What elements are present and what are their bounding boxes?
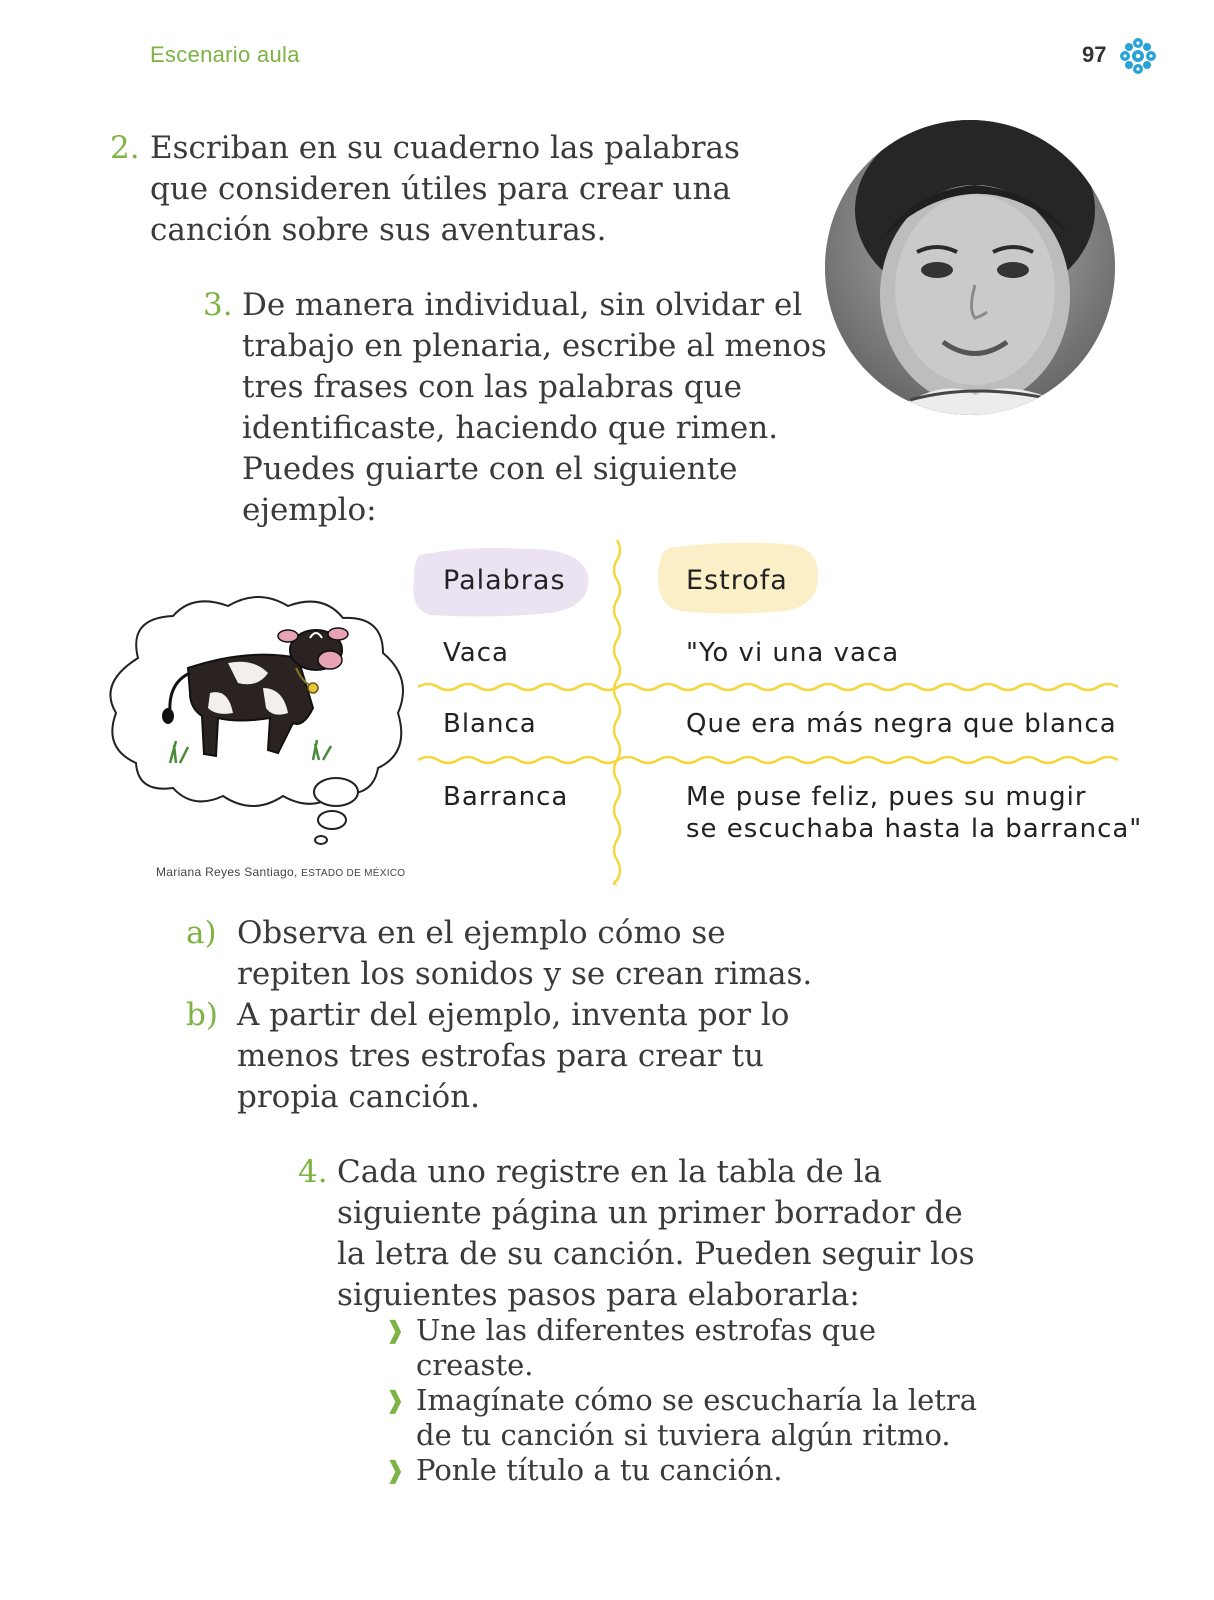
instruction-4 [298, 1152, 978, 1316]
item-number: 4. [298, 1154, 328, 1190]
table-cell-word: Barranca [443, 782, 569, 812]
list-item [385, 1313, 985, 1383]
subitem-label: b) [186, 997, 218, 1033]
subitem-a [186, 913, 846, 995]
item-number: 2. [110, 130, 140, 166]
list-item-text: Une las diferentes estrofas que creaste. [416, 1313, 877, 1382]
instruction-3 [203, 285, 863, 531]
page-number: 97 [1082, 42, 1107, 67]
instruction-text: Cada uno registre en la tabla de la siguiente página un primer borrador de la letra de su canción. Pueden seguir los siguientes pasos para elaborarla: [337, 1154, 975, 1313]
table-row-divider [418, 680, 1118, 694]
chevron-right-icon: ❱ [385, 1386, 406, 1414]
table-header-stanza: Estrofa [686, 565, 788, 596]
list-item-text: Ponle título a tu canción. [416, 1453, 783, 1487]
instruction-text: De manera individual, sin olvidar el trabajo en plenaria, escribe al menos tres frases con las palabras que identificaste, haciendo que rimen. Puedes guiarte con el siguiente ejemplo: [242, 287, 827, 528]
table-row-divider [418, 753, 1118, 767]
subitem-b [186, 995, 846, 1118]
list-item [385, 1453, 985, 1488]
subitem-text: Observa en el ejemplo cómo se repiten los sonidos y se crean rimas. [237, 915, 813, 992]
chevron-right-icon: ❱ [385, 1456, 406, 1484]
section-label: Escenario aula [150, 42, 300, 67]
cow-thought-bubble-illustration [98, 588, 414, 850]
subitem-text: A partir del ejemplo, inventa por lo menos tres estrofas para crear tu propia canción. [237, 997, 790, 1115]
item-number: 3. [203, 287, 233, 323]
caption-state: ESTADO DE MÉXICO [301, 868, 406, 879]
subitem-label: a) [186, 915, 217, 951]
illustration-caption [156, 865, 405, 879]
instruction-2 [110, 128, 750, 251]
table-cell-word: Vaca [443, 638, 509, 668]
snowflake-logo-icon [1118, 36, 1158, 76]
table-cell-stanza: Me puse feliz, pues su mugir [686, 782, 1087, 812]
chevron-right-icon: ❱ [385, 1316, 406, 1344]
table-cell-stanza: se escuchaba hasta la barranca" [686, 814, 1143, 844]
instruction-text: Escriban en su cuaderno las palabras que consideren útiles para crear una canción sobre sus aventuras. [150, 130, 740, 248]
table-vertical-divider [605, 540, 629, 885]
girl-photo [825, 120, 1115, 415]
steps-list [385, 1313, 985, 1488]
table-cell-word: Blanca [443, 709, 537, 739]
list-item [385, 1383, 985, 1453]
table-cell-stanza: Que era más negra que blanca [686, 709, 1117, 739]
table-header-words: Palabras [443, 565, 566, 596]
table-cell-stanza: "Yo vi una vaca [686, 638, 900, 668]
caption-author: Mariana Reyes Santiago, [156, 865, 298, 879]
list-item-text: Imagínate cómo se escucharía la letra de tu canción si tuviera algún ritmo. [416, 1383, 978, 1452]
